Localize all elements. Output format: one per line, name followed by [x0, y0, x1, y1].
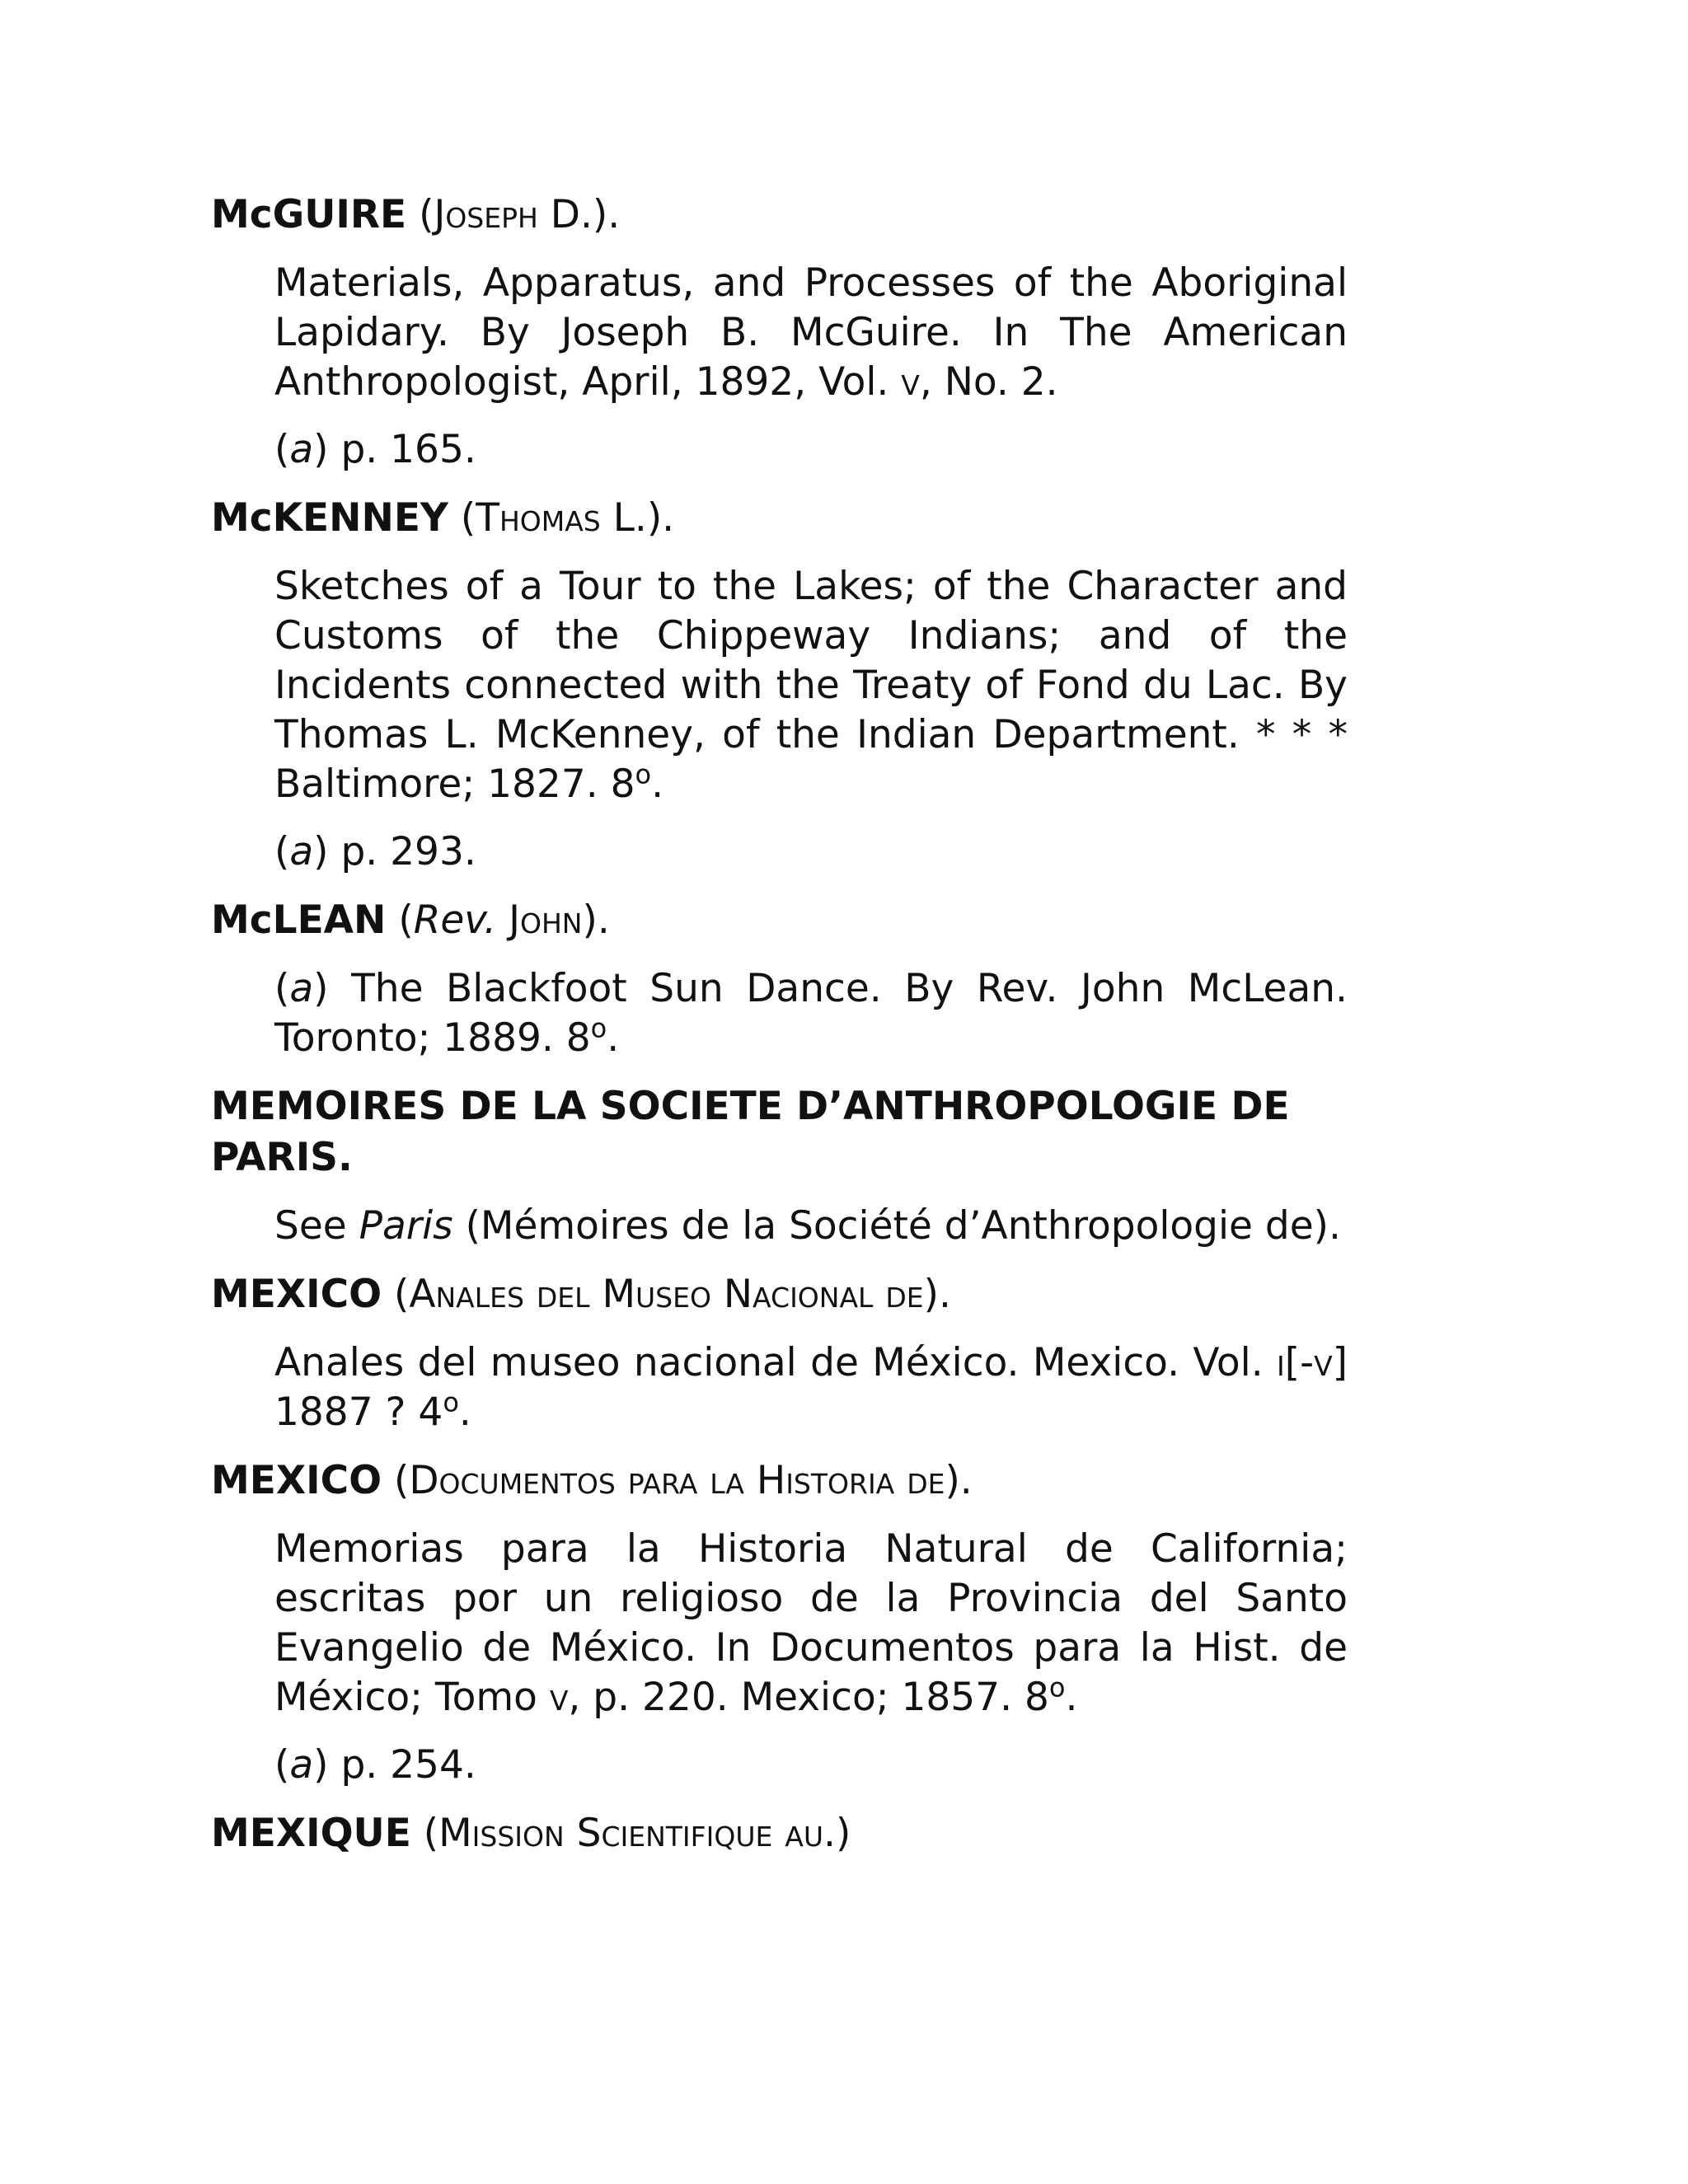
- description-tail: .: [458, 1390, 471, 1435]
- qualifier-open: (: [386, 898, 414, 943]
- qualifier-close: .): [823, 1811, 851, 1856]
- qualifier-open: (: [382, 1272, 410, 1317]
- reference-letter: a: [289, 1742, 314, 1788]
- description-mid: , p. 220. Mexico; 1857. 8: [568, 1675, 1049, 1720]
- see-target: Paris: [359, 1203, 453, 1249]
- author-name: McGUIRE: [211, 192, 407, 237]
- description-mid: [-: [1284, 1340, 1315, 1385]
- format-superscript: o: [443, 1386, 459, 1418]
- description-text: Sketches of a Tour to the Lakes; of the Character and Customs of the Chippeway Indians; and of the Incidents connected with the Treaty of Fond du Lac. By Thomas L. McKenney, of the Indian Department. * * * Baltimore; 1827. 8: [274, 564, 1348, 807]
- volume-number: i: [1277, 1340, 1285, 1385]
- qualifier-text: Documentos para la Historia de: [409, 1458, 945, 1503]
- entry-heading: [211, 493, 1406, 544]
- entry-description: [274, 259, 1348, 407]
- qualifier-text: Mission Scientifique au: [438, 1811, 824, 1856]
- entry-heading: [211, 895, 1406, 946]
- author-name: McLEAN: [211, 898, 387, 943]
- description-tail: .: [1065, 1675, 1078, 1720]
- author-forename: John: [509, 898, 583, 943]
- entry-heading: [211, 1269, 1406, 1320]
- page-reference: (a) p. 165.: [274, 427, 476, 472]
- format-superscript: o: [1048, 1671, 1066, 1704]
- description-mid: ] 1887 ? 4: [274, 1340, 1348, 1435]
- reference-letter: a: [289, 966, 314, 1011]
- bibliography-page: [211, 190, 1406, 1877]
- reference-page: p. 254.: [328, 1742, 476, 1788]
- qualifier-close: ).: [582, 898, 610, 943]
- qualifier-open: (: [448, 495, 476, 541]
- author-name: McKENNEY: [211, 495, 448, 541]
- volume-number: v: [549, 1675, 569, 1720]
- reference-page: p. 293.: [328, 829, 476, 874]
- page-reference: (a) p. 254.: [274, 1742, 476, 1788]
- author-forename: Joseph: [434, 192, 538, 237]
- qualifier-open: (: [410, 1811, 439, 1856]
- qualifier-open: (: [382, 1458, 410, 1503]
- cross-reference: [274, 1202, 1406, 1251]
- see-tail: (Mémoires de la Société d’Anthropologie de).: [452, 1203, 1341, 1249]
- reference-letter: a: [289, 427, 314, 472]
- author-name: MEMOIRES DE LA SOCIETE D’ANTHROPOLOGIE DE PARIS.: [211, 1084, 1290, 1180]
- page-reference: (a) p. 293.: [274, 829, 476, 874]
- qualifier-close: D.).: [537, 192, 621, 237]
- see-label: See: [274, 1203, 359, 1249]
- entry-heading: [211, 1455, 1406, 1507]
- author-forename: Thomas: [476, 495, 601, 541]
- author-name: MEXICO: [211, 1272, 382, 1317]
- author-title: Rev.: [413, 898, 497, 943]
- description-text: Materials, Apparatus, and Processes of the Aboriginal Lapidary. By Joseph B. McGuire. In The American Anthropologist, April, 1892, Vol.: [274, 260, 1348, 405]
- description-text: Memorias para la Historia Natural de California; escritas por un religioso de la Provincia del Santo Evangelio de México. In Documentos para la Hist. de México; Tomo: [274, 1526, 1348, 1720]
- author-name: MEXIQUE: [211, 1811, 411, 1856]
- qualifier-close: L.).: [600, 495, 675, 541]
- format-superscript: o: [590, 1012, 607, 1044]
- description-tail: .: [607, 1015, 620, 1061]
- qualifier-open: (: [406, 192, 434, 237]
- description-tail: .: [651, 762, 664, 807]
- qualifier-text: Anales del Museo Nacional de: [409, 1272, 924, 1317]
- qualifier-close: ).: [923, 1272, 951, 1317]
- reference-letter: a: [289, 829, 314, 874]
- volume-number: v: [901, 359, 920, 405]
- entry-description: [274, 562, 1348, 809]
- entry-description: [274, 1338, 1348, 1437]
- description-text: The Blackfoot Sun Dance. By Rev. John McLean. Toronto; 1889. 8: [274, 966, 1348, 1061]
- reference-page: p. 165.: [328, 427, 476, 472]
- description-tail: , No. 2.: [919, 359, 1058, 405]
- volume-number: v: [1314, 1340, 1333, 1385]
- entry-description: [274, 1525, 1348, 1722]
- description-text: Anales del museo nacional de México. Mexico. Vol.: [274, 1340, 1278, 1385]
- format-superscript: o: [635, 758, 652, 790]
- entry-heading: [211, 1081, 1406, 1183]
- entry-heading: [211, 190, 1406, 241]
- qualifier-close: ).: [945, 1458, 973, 1503]
- entry-description: (a) The Blackfoot Sun Dance. By Rev. John McLean. Toronto; 1889. 8$^o$.: [274, 966, 1348, 1061]
- entry-heading: [211, 1808, 1406, 1859]
- author-name: MEXICO: [211, 1458, 382, 1503]
